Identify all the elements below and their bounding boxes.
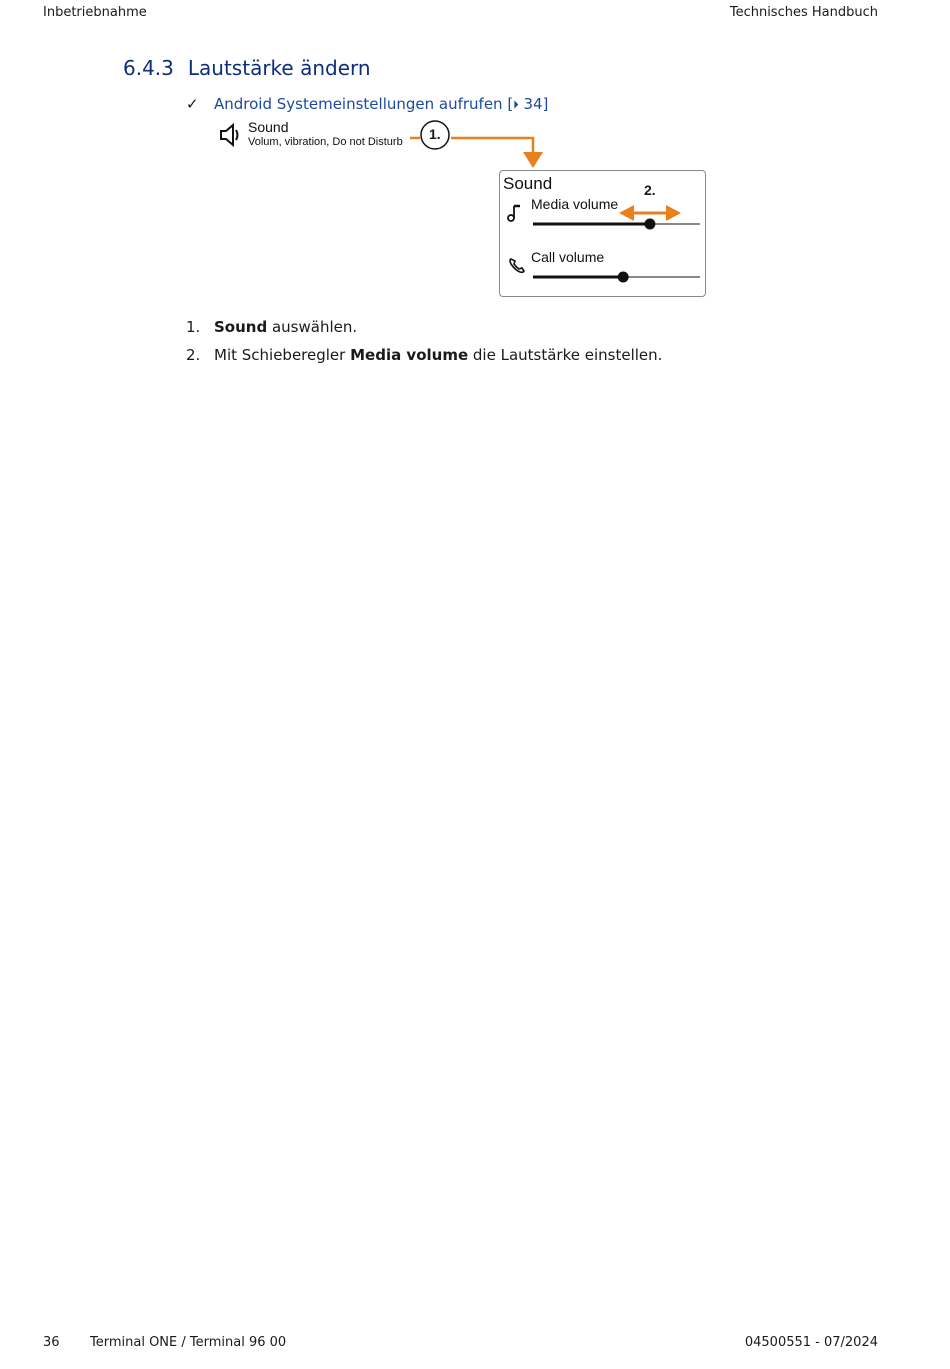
header-manual-title: Technisches Handbuch [729,5,878,20]
music-note-icon [508,206,520,221]
media-volume-slider[interactable] [533,219,700,230]
panel-title: Sound [503,174,553,193]
prerequisite-page-ref: 34] [518,95,549,113]
step-text-pre: Mit Schieberegler [214,346,351,364]
media-slider-thumb[interactable] [644,219,655,230]
step-text: auswählen. [267,318,358,336]
call-volume-slider[interactable] [533,272,700,283]
step-bold: Media volume [350,346,469,364]
callout-2-label: 2. [644,182,656,198]
call-slider-thumb[interactable] [618,272,629,283]
list-item [186,346,662,364]
checkmark-icon: ✓ [186,95,199,113]
footer-page-number: 36 [43,1335,60,1350]
media-volume-label: Media volume [531,196,619,212]
step-number: 1. [186,318,201,336]
reference-arrow-icon: ⏵ [513,98,519,111]
volume-sliders [0,0,950,330]
section-number: 6.4.3 [123,56,174,80]
step-text: die Lautstärke einstellen. [468,346,663,364]
footer-document-id: 04500551 - 07/2024 [744,1335,878,1350]
call-volume-label: Call volume [531,249,605,265]
footer-product: Terminal ONE / Terminal 96 00 [90,1335,287,1350]
header-chapter: Inbetriebnahme [43,5,147,20]
list-item [186,318,357,336]
sound-menu-item-subtitle: Volum, vibration, Do not Disturb [248,136,403,148]
prerequisite-text: Android Systemeinstellungen aufrufen [ [214,95,514,113]
section-title: Lautstärke ändern [187,56,371,80]
callout-1-label: 1. [429,126,441,142]
step-number: 2. [186,346,201,364]
step-bold: Sound [214,318,268,336]
sound-menu-item-title[interactable]: Sound [248,119,289,135]
phone-icon [510,259,524,272]
